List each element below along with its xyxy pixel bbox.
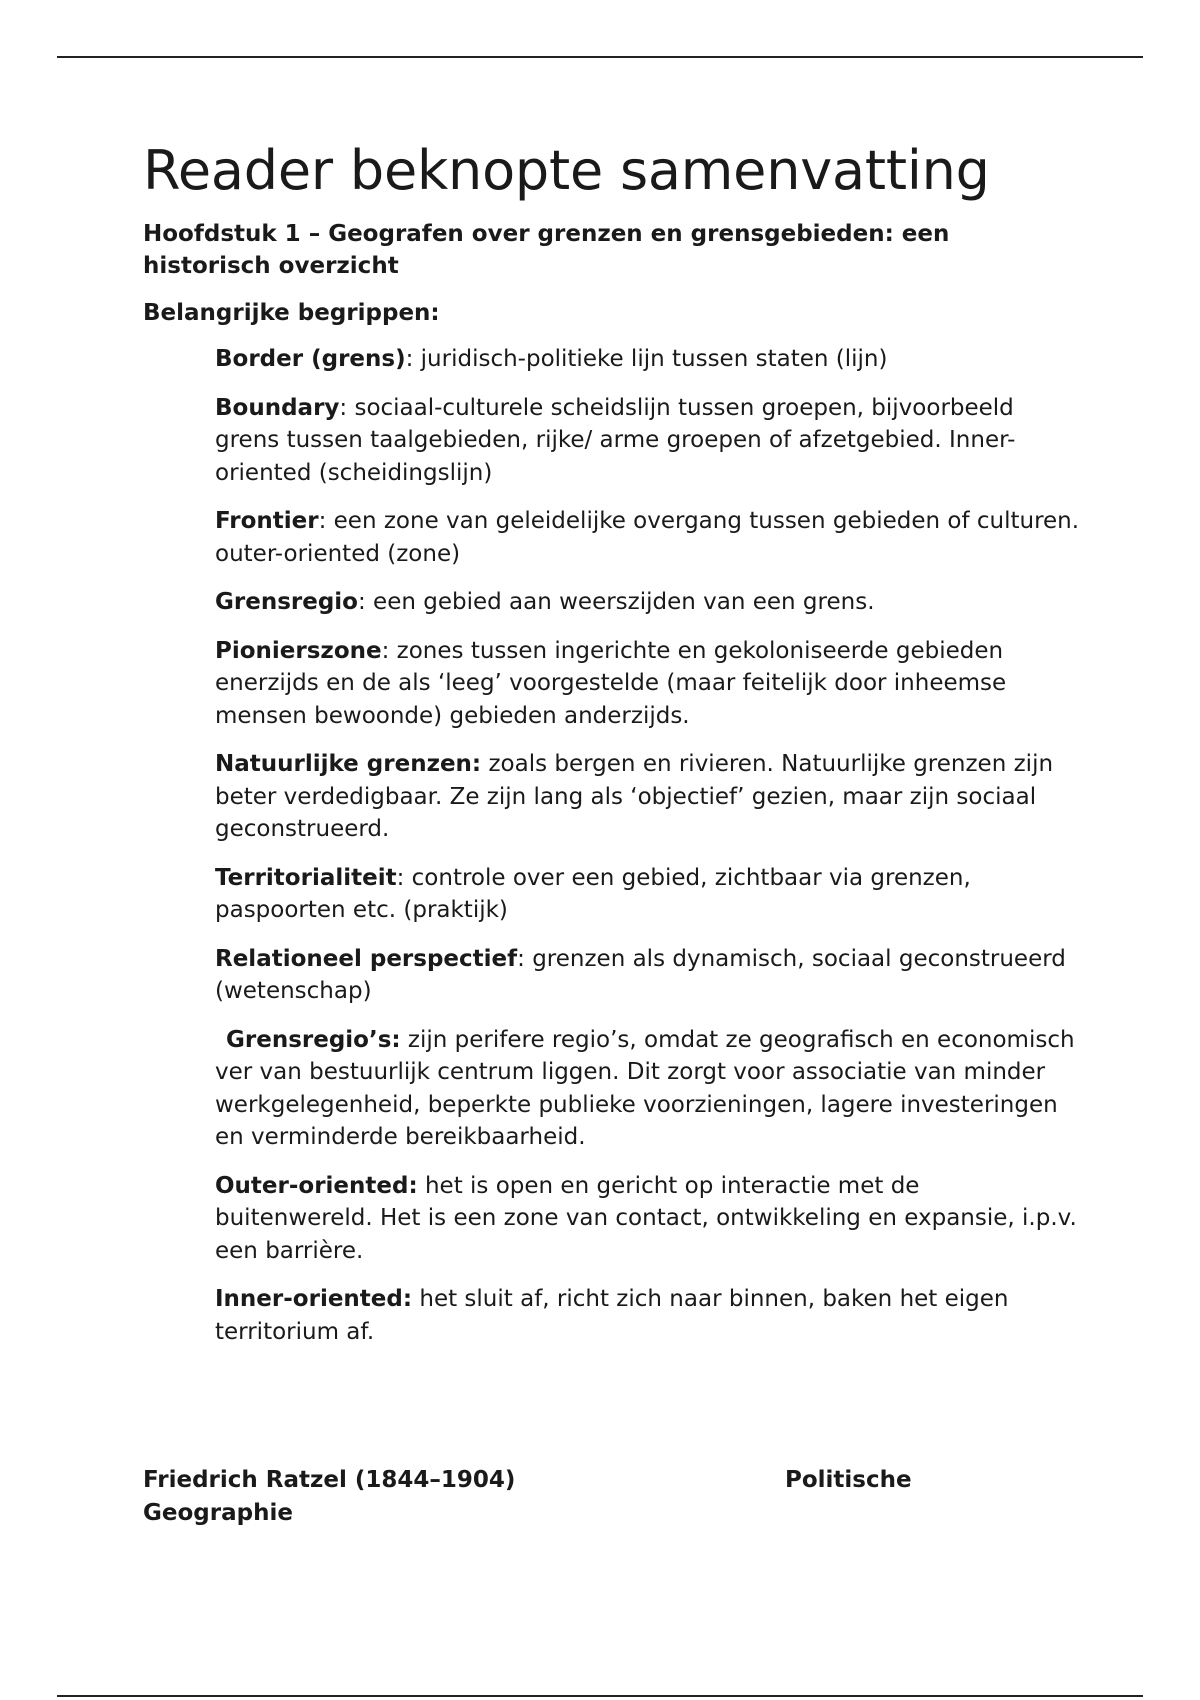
term-definition: zones tussen ingerichte en gekoloniseerde gebieden enerzijds en de als ‘leeg’ voorgestelde (maar feitelijk door inheemse mensen bewoonde) gebieden anderzijds. bbox=[215, 637, 1007, 729]
term-separator: : bbox=[405, 346, 414, 372]
term-definition: een gebied aan weerszijden van een grens. bbox=[365, 589, 875, 615]
document-title: Reader beknopte samenvatting bbox=[143, 139, 990, 202]
term-separator: : bbox=[517, 945, 525, 972]
term-name: Territorialiteit bbox=[215, 864, 397, 891]
term-name: Border (grens) bbox=[215, 346, 406, 372]
term-separator: : bbox=[357, 589, 366, 615]
term-relationeel-perspectief bbox=[215, 943, 1080, 1008]
term-grensregios bbox=[215, 1024, 1080, 1154]
footer-author: Friedrich Ratzel (1844–1904) Geographie bbox=[143, 1467, 516, 1526]
section-label: Belangrijke begrippen: bbox=[143, 300, 440, 326]
term-territorialiteit bbox=[215, 862, 1080, 927]
term-name: Outer-oriented: bbox=[215, 1172, 418, 1199]
term-list bbox=[215, 343, 1080, 1364]
term-name: Relationeel perspectief bbox=[215, 945, 518, 972]
term-definition: een zone van geleidelijke overgang tussen gebieden of culturen. outer-oriented (zone) bbox=[215, 508, 1080, 567]
term-outer-oriented bbox=[215, 1170, 1080, 1268]
term-name: Inner-oriented: bbox=[215, 1286, 413, 1312]
term-frontier bbox=[215, 505, 1080, 570]
term-definition: controle over een gebied, zichtbaar via grenzen, paspoorten etc. (praktijk) bbox=[215, 864, 971, 923]
term-inner-oriented bbox=[215, 1283, 1080, 1348]
term-name: Grensregio’s: bbox=[226, 1026, 401, 1053]
term-separator: : bbox=[396, 864, 405, 891]
term-natuurlijke-grenzen bbox=[215, 748, 1080, 846]
term-name: Grensregio bbox=[215, 589, 358, 615]
term-definition: het is open en gericht op interactie met de buitenwereld. Het is een zone van contact, ontwikkeling en expansie, i.p.v. een barrière. bbox=[215, 1172, 1077, 1264]
bottom-rule bbox=[57, 1695, 1143, 1697]
term-name: Boundary bbox=[215, 394, 340, 421]
chapter-heading: Hoofdstuk 1 – Geografen over grenzen en grensgebieden: een historisch overzicht bbox=[143, 221, 950, 279]
term-grensregio bbox=[215, 586, 1080, 619]
term-definition: zoals bergen en rivieren. Natuurlijke grenzen zijn beter verdedigbaar. Ze zijn lang als ‘objectief’ gezien, maar zijn sociaal geconstrueerd. bbox=[215, 751, 1054, 842]
top-rule bbox=[57, 56, 1143, 58]
term-name: Pionierszone bbox=[215, 637, 382, 664]
term-boundary bbox=[215, 392, 1080, 490]
footer-work: Politische bbox=[785, 1467, 912, 1493]
term-separator: : bbox=[339, 394, 348, 421]
term-pionierszone bbox=[215, 635, 1080, 733]
term-definition: sociaal-culturele scheidslijn tussen groepen, bijvoorbeeld grens tussen taalgebieden, rijke/ arme groepen of afzetgebied. Inner-oriented (scheidingslijn) bbox=[215, 394, 1016, 486]
term-name: Frontier bbox=[215, 508, 319, 534]
term-definition: het sluit af, richt zich naar binnen, baken het eigen territorium af. bbox=[215, 1286, 1009, 1345]
term-definition: juridisch-politieke lijn tussen staten (lijn) bbox=[413, 346, 888, 372]
term-definition: grenzen als dynamisch, sociaal geconstrueerd (wetenschap) bbox=[215, 945, 1066, 1004]
term-separator: : bbox=[381, 637, 390, 664]
term-border bbox=[215, 343, 1080, 376]
term-definition: zijn perifere regio’s, omdat ze geografisch en economisch ver van bestuurlijk centrum liggen. Dit zorgt voor associatie van minder werkgelegenheid, beperkte publieke voorzieningen, lagere investeringen en verminderde bereikbaarheid. bbox=[215, 1026, 1075, 1150]
term-separator: : bbox=[318, 508, 327, 534]
term-name: Natuurlijke grenzen: bbox=[215, 751, 482, 777]
